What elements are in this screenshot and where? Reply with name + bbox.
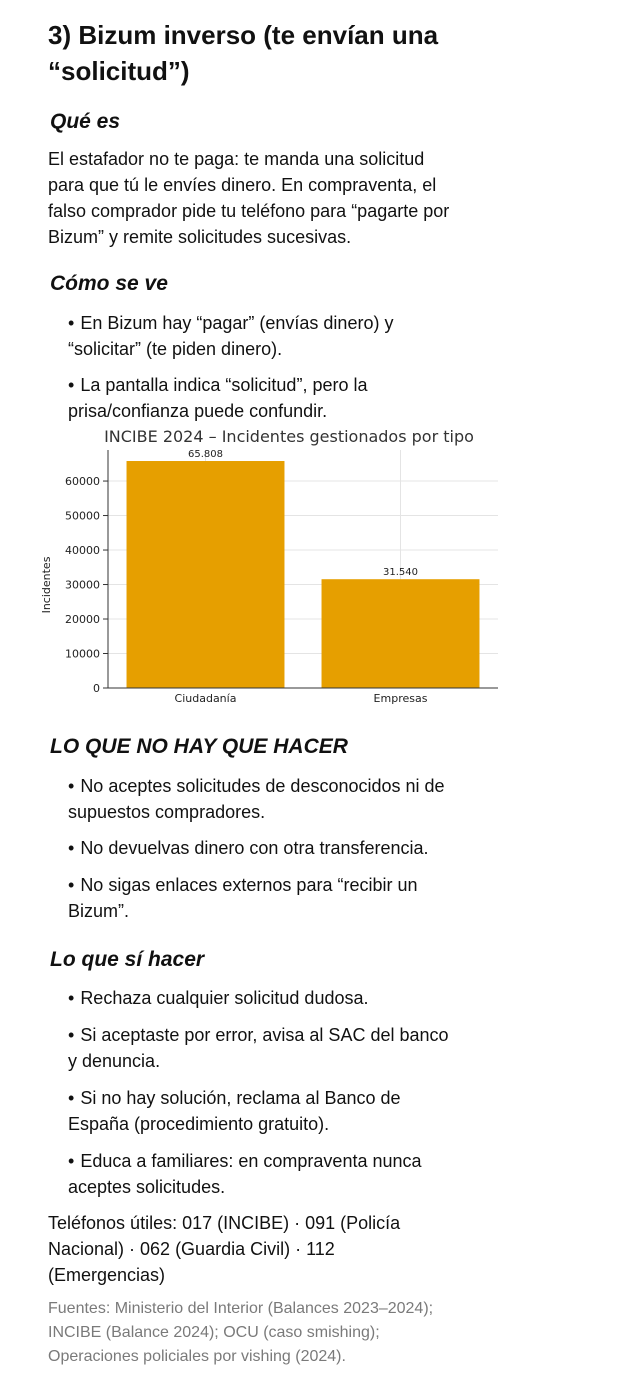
y-tick-label: 20000	[65, 613, 100, 627]
bullet-dot-icon: •	[68, 988, 75, 1008]
text-line: Operaciones policiales por vishing (2024).	[48, 1348, 346, 1365]
useful-phones	[48, 1210, 608, 1288]
bullet-item: • Si no hay solución, reclama al Banco de España (procedimiento gratuito).	[68, 1088, 401, 1134]
x-tick-label: Empresas	[373, 692, 428, 705]
y-tick-label: 50000	[65, 509, 100, 523]
text-line: INCIBE (Balance 2024); OCU (caso smishing);	[48, 1324, 380, 1341]
bullet-dot-icon: •	[68, 1151, 75, 1171]
y-tick-label: 40000	[65, 544, 100, 558]
text-line: para que tú le envíes dinero. En compraventa, el	[48, 175, 437, 195]
bullet-dot-icon: •	[68, 1088, 75, 1108]
section-heading-que-es: Qué es	[50, 110, 121, 133]
x-tick-label: Ciudadanía	[174, 692, 237, 705]
section-heading-si-hacer: Lo que sí hacer	[50, 948, 205, 971]
incidents-bar-chart	[30, 422, 520, 707]
bullet-item: • La pantalla indica “solicitud”, pero la prisa/confianza puede confundir.	[68, 375, 368, 421]
title-line-2: “solicitud”)	[48, 56, 190, 86]
que-es-paragraph	[48, 146, 608, 250]
bullet-dot-icon: •	[68, 313, 75, 333]
text-line: Teléfonos útiles: 017 (INCIBE) · 091 (Policía	[48, 1213, 401, 1233]
bullet-item: • Si aceptaste por error, avisa al SAC del banco y denuncia.	[68, 1025, 449, 1071]
bullet-item: • No devuelvas dinero con otra transferencia.	[68, 838, 429, 858]
bullet-dot-icon: •	[68, 776, 75, 796]
y-axis-label: Incidentes	[40, 556, 53, 614]
text-line: falso comprador pide tu teléfono para “pagarte por	[48, 201, 450, 221]
y-tick-label: 60000	[65, 475, 100, 489]
bullet-dot-icon: •	[68, 375, 75, 395]
title-line-1: 3) Bizum inverso (te envían una	[48, 20, 439, 50]
bar-value-label: 65.808	[188, 449, 223, 461]
bullet-item: • No sigas enlaces externos para “recibir un Bizum”.	[68, 875, 418, 921]
text-line: Bizum” y remite solicitudes sucesivas.	[48, 227, 352, 247]
y-tick-label: 0	[93, 682, 100, 695]
bar-2	[322, 579, 480, 688]
section-heading-como-se-ve: Cómo se ve	[50, 272, 168, 295]
chart-title: INCIBE 2024 – Incidentes gestionados por tipo	[104, 427, 474, 446]
section-heading-no-hacer: LO QUE NO HAY QUE HACER	[50, 735, 348, 758]
bullet-dot-icon: •	[68, 1025, 75, 1045]
bullet-item: • En Bizum hay “pagar” (envías dinero) y “solicitar” (te piden dinero).	[68, 313, 394, 359]
bar-value-label: 31.540	[383, 567, 418, 579]
bullet-dot-icon: •	[68, 838, 75, 858]
bullet-item: • Educa a familiares: en compraventa nunca aceptes solicitudes.	[68, 1151, 422, 1197]
bar-1	[127, 461, 285, 688]
text-line: El estafador no te paga: te manda una solicitud	[48, 149, 425, 169]
bullet-item: • No aceptes solicitudes de desconocidos ni de supuestos compradores.	[68, 776, 445, 822]
text-line: Nacional) · 062 (Guardia Civil) · 112	[48, 1239, 335, 1259]
page-title	[48, 17, 608, 89]
bullet-item: • Rechaza cualquier solicitud dudosa.	[68, 988, 369, 1008]
sources-note	[48, 1297, 588, 1369]
y-tick-label: 10000	[65, 647, 100, 661]
text-line: Fuentes: Ministerio del Interior (Balances 2023–2024);	[48, 1300, 434, 1317]
y-tick-label: 30000	[65, 578, 100, 592]
bullet-dot-icon: •	[68, 875, 75, 895]
text-line: (Emergencias)	[48, 1265, 166, 1285]
